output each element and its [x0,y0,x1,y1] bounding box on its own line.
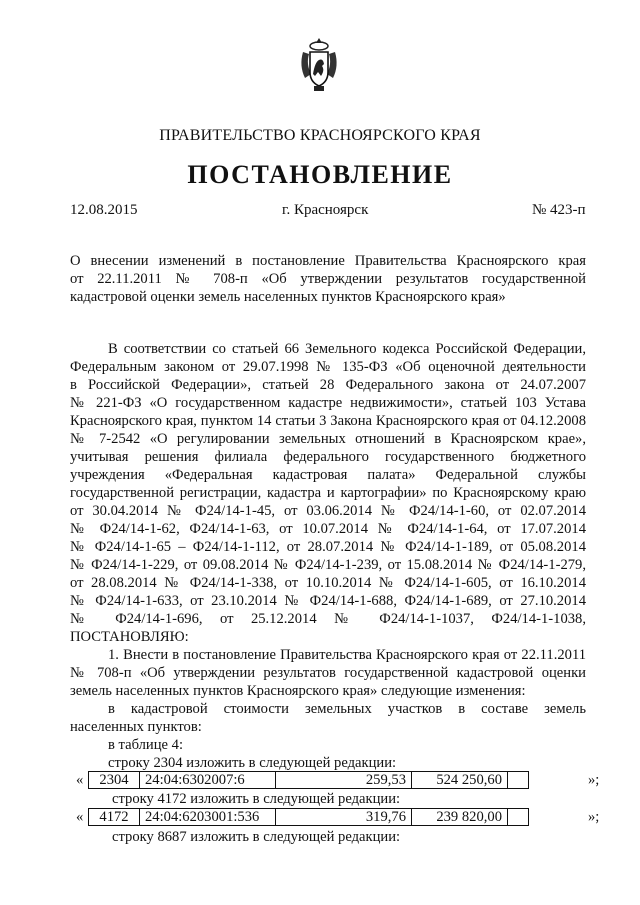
empty-cell [508,772,529,789]
row-intro: строку 8687 изложить в следующей редакции: [112,829,401,845]
body-line: от 28.08.2014 № Ф24/14-1-338, от 10.10.2014 № Ф24/14-1-605, от 16.10.2014 [70,575,586,591]
cadastre-row-table [88,808,529,826]
coat-of-arms-emblem [297,36,341,94]
cadastral-number-cell: 24:04:6302007:6 [140,772,276,789]
body-line: государственной регистрации, кадастра и картографии» по Красноярскому краю [70,485,586,501]
row-number-cell: 4172 [89,809,140,826]
quote-close: »; [588,809,600,825]
cadastral-value-cell: 239 820,00 [412,809,508,826]
body-line: населенных пунктов: [70,719,202,735]
quote-open: « [76,809,84,825]
body-line: в кадастровой стоимости земельных участков в составе земель [108,701,586,717]
body-line: учитывая решения филиала федерального государственного бюджетного [70,449,586,465]
body-line: ПОСТАНОВЛЯЮ: [70,629,189,645]
cadastral-value-cell: 524 250,60 [412,772,508,789]
body-line: Федеральным законом от 29.07.1998 № 135-ФЗ «Об оценочной деятельности [70,359,586,375]
body-line: № 221-ФЗ «О государственном кадастре недвижимости», статьей 103 Устава [70,395,586,411]
body-line: в Российской Федерации», статьей 28 Федерального закона от 24.07.2007 [70,377,586,393]
table-row [89,809,529,826]
empty-cell [508,809,529,826]
specific-value-cell: 319,76 [276,809,412,826]
body-line: № Ф24/14-1-65 – Ф24/14-1-112, от 28.07.2014 № Ф24/14-1-189, от 05.08.2014 [70,539,586,555]
body-line: земель населенных пунктов Красноярского края» следующие изменения: [70,683,526,699]
document-date: 12.08.2015 [70,202,138,218]
quote-close: »; [588,772,600,788]
specific-value-cell: 259,53 [276,772,412,789]
body-line: учреждения «Федеральная кадастровая палата» Федеральной службы [70,467,586,483]
body-line: № 708-п «Об утверждении результатов государственной кадастровой оценки [70,665,586,681]
body-line: 1. Внести в постановление Правительства Красноярского края от 22.11.2011 [108,647,586,663]
title-line: О внесении изменений в постановление Правительства Красноярского края [70,253,586,269]
body-line: № Ф24/14-1-62, Ф24/14-1-63, от 10.07.2014 № Ф24/14-1-64, от 17.07.2014 [70,521,586,537]
row-intro: строку 4172 изложить в следующей редакции: [112,791,401,807]
title-line: кадастровой оценки земель населенных пунктов Красноярского края» [70,289,506,305]
body-line: № 7-2542 «О регулировании земельных отношений в Красноярском крае», [70,431,586,447]
body-line: В соответствии со статьей 66 Земельного кодекса Российской Федерации, [108,341,586,357]
table-row [89,772,529,789]
quote-open: « [76,772,84,788]
government-name: ПРАВИТЕЛЬСТВО КРАСНОЯРСКОГО КРАЯ [159,127,481,144]
body-line: в таблице 4: [108,737,184,753]
document-type: ПОСТАНОВЛЕНИЕ [187,160,453,189]
body-line: от 30.04.2014 № Ф24/14-1-45, от 03.06.2014 № Ф24/14-1-60, от 02.07.2014 [70,503,586,519]
row-number-cell: 2304 [89,772,140,789]
cadastral-number-cell: 24:04:6203001:536 [140,809,276,826]
body-line: строку 2304 изложить в следующей редакции: [108,755,397,771]
body-line: № Ф24/14-1-633, от 23.10.2014 № Ф24/14-1-688, Ф24/14-1-689, от 27.10.2014 [70,593,586,609]
title-line: от 22.11.2011 № 708-п «Об утверждении результатов государственной [70,271,586,287]
document-city: г. Красноярск [282,202,369,218]
cadastre-row-table [88,771,529,789]
body-line: № Ф24/14-1-696, от 25.12.2014 № Ф24/14-1-1037, Ф24/14-1-1038, [70,611,586,627]
document-number: № 423-п [532,202,586,218]
body-line: Красноярского края, пунктом 14 статьи 3 Закона Красноярского края от 04.12.2008 [70,413,586,429]
body-line: № Ф24/14-1-229, от 09.08.2014 № Ф24/14-1-239, от 15.08.2014 № Ф24/14-1-279, [70,557,586,573]
